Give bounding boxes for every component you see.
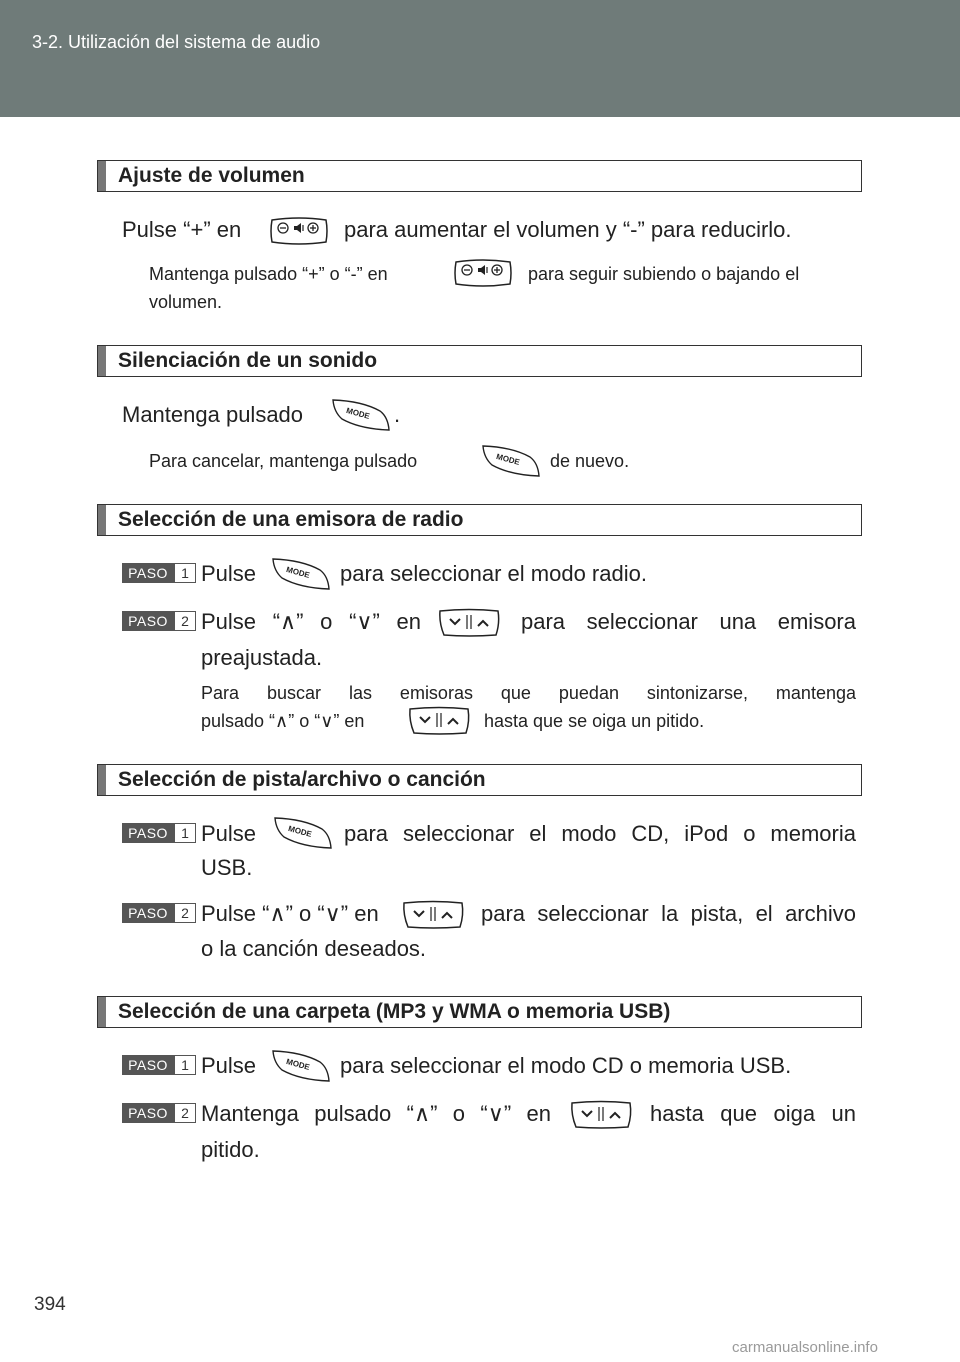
note-radio-1a: Para buscar las emisoras que puedan sintonizarse, mantenga	[201, 683, 856, 703]
volume-button-icon	[268, 215, 330, 247]
step-radio-1a: Pulse	[201, 561, 257, 586]
paragraph-volume-1b: para aumentar el volumen y “-” para reducirlo.	[344, 217, 792, 242]
step-radio-1b: para seleccionar el modo radio.	[340, 561, 647, 586]
note-volume-1c: volumen.	[149, 292, 223, 312]
note-volume-1b: para seguir subiendo o bajando el	[528, 264, 800, 284]
step-folder-1b: para seleccionar el modo CD o memoria USB.	[340, 1053, 792, 1078]
step-track-1c: USB.	[201, 855, 253, 880]
seek-button-icon	[400, 899, 466, 931]
mode-button-icon: MODE	[270, 556, 332, 592]
seek-button-icon	[568, 1099, 634, 1131]
step-badge-1: PASO 1	[122, 823, 196, 843]
step-track-1b: para seleccionar el modo CD, iPod o memoria	[344, 821, 856, 846]
section-volume-heading	[97, 160, 862, 192]
volume-button-icon	[452, 257, 514, 289]
page-header	[0, 0, 960, 117]
section-mute-heading	[97, 345, 862, 377]
mode-button-icon: MODE	[272, 815, 334, 851]
mode-button-icon: MODE	[270, 1048, 332, 1084]
chapter-title: 3-2. Utilización del sistema de audio	[32, 32, 321, 52]
section-radio-heading	[97, 504, 862, 536]
step-radio-2a: Pulse “∧” o “∨” en	[201, 609, 421, 634]
step-track-2b: para seleccionar la pista, el archivo	[481, 901, 856, 926]
section-title: Silenciación de un sonido	[118, 349, 378, 372]
note-radio-1c: hasta que se oiga un pitido.	[484, 711, 705, 731]
step-badge-2: PASO 2	[122, 611, 196, 631]
step-folder-2a: Mantenga pulsado “∧” o “∨” en	[201, 1101, 551, 1126]
step-radio-2b: para seleccionar una emisora	[521, 609, 856, 634]
note-mute-1a: Para cancelar, mantenga pulsado	[149, 451, 418, 471]
step-track-1a: Pulse	[201, 821, 257, 846]
seek-button-icon	[406, 705, 472, 737]
step-radio-2c: preajustada.	[201, 645, 323, 670]
paragraph-volume-1a: Pulse “+” en	[122, 217, 242, 242]
note-mute-1b: de nuevo.	[550, 451, 630, 471]
section-title: Selección de una emisora de radio	[118, 508, 464, 531]
section-title: Selección de una carpeta (MP3 y WMA o memoria USB)	[118, 1000, 671, 1023]
mode-button-icon: MODE	[480, 443, 542, 479]
step-badge-1: PASO 1	[122, 1055, 196, 1075]
page-number: 394	[34, 1294, 66, 1315]
step-track-2c: o la canción deseados.	[201, 936, 427, 961]
section-track-heading	[97, 764, 862, 796]
seek-button-icon	[436, 607, 502, 639]
section-title: Ajuste de volumen	[118, 164, 305, 187]
step-track-2a: Pulse “∧” o “∨” en	[201, 901, 379, 926]
step-folder-2b: hasta que oiga un	[650, 1101, 856, 1126]
mode-button-icon: MODE	[330, 397, 392, 433]
paragraph-mute-1b: .	[394, 402, 401, 427]
section-folder-heading	[97, 996, 862, 1028]
step-badge-2: PASO 2	[122, 1103, 196, 1123]
note-radio-1b: pulsado “∧” o “∨” en	[201, 711, 365, 731]
watermark: carmanualsonline.info	[732, 1339, 878, 1356]
step-folder-1a: Pulse	[201, 1053, 257, 1078]
step-folder-2c: pitido.	[201, 1137, 260, 1162]
note-volume-1a: Mantenga pulsado “+” o “-” en	[149, 264, 388, 284]
paragraph-mute-1a: Mantenga pulsado	[122, 402, 304, 427]
section-title: Selección de pista/archivo o canción	[118, 768, 486, 791]
step-badge-1: PASO 1	[122, 563, 196, 583]
step-badge-2: PASO 2	[122, 903, 196, 923]
